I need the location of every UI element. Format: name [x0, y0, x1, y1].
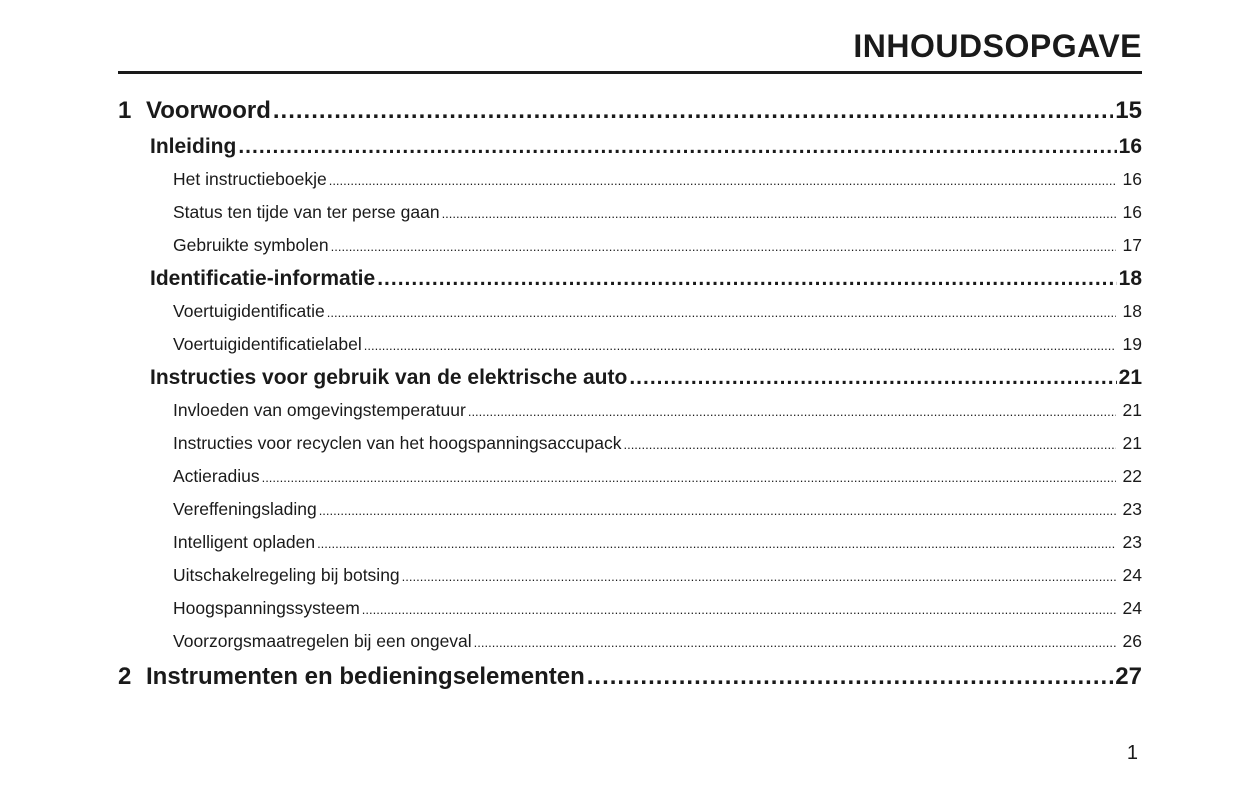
- page-ref: 24: [1122, 565, 1142, 585]
- toc-item[interactable]: [118, 328, 1142, 361]
- dot-leader: [327, 296, 1116, 328]
- item-title: Gebruikte symbolen: [173, 235, 329, 255]
- toc-item[interactable]: [118, 196, 1142, 229]
- dot-leader: [442, 197, 1116, 229]
- toc-item[interactable]: [118, 394, 1142, 427]
- page-ref: 21: [1118, 366, 1142, 389]
- dot-leader: [317, 527, 1116, 559]
- toc-section-identificatie[interactable]: [118, 262, 1142, 295]
- dot-leader: [587, 658, 1114, 696]
- toc-item[interactable]: [118, 493, 1142, 526]
- item-title: Uitschakelregeling bij botsing: [173, 565, 400, 585]
- dot-leader: [329, 164, 1116, 196]
- dot-leader: [262, 461, 1116, 493]
- dot-leader: [474, 626, 1116, 658]
- title-divider: [118, 71, 1142, 74]
- dot-leader: [402, 560, 1116, 592]
- page-ref: 18: [1122, 301, 1142, 321]
- page-number: 1: [1126, 742, 1138, 764]
- page-ref: 26: [1122, 631, 1142, 651]
- toc-item[interactable]: [118, 229, 1142, 262]
- toc-section-inleiding[interactable]: [118, 130, 1142, 163]
- dot-leader: [273, 92, 1113, 130]
- item-title: Voertuigidentificatielabel: [173, 334, 362, 354]
- dot-leader: [331, 230, 1116, 262]
- page-ref: 27: [1115, 663, 1142, 690]
- toc-item[interactable]: [118, 625, 1142, 658]
- item-title: Hoogspanningssysteem: [173, 598, 360, 618]
- toc-chapter-2[interactable]: [118, 658, 1142, 696]
- chapter-title: Voorwoord: [146, 97, 271, 124]
- item-title: Het instructieboekje: [173, 169, 327, 189]
- dot-leader: [623, 428, 1116, 460]
- toc-item[interactable]: [118, 559, 1142, 592]
- dot-leader: [238, 130, 1116, 163]
- toc-item[interactable]: [118, 460, 1142, 493]
- toc-item[interactable]: [118, 427, 1142, 460]
- toc-item[interactable]: [118, 592, 1142, 625]
- page-ref: 21: [1122, 433, 1142, 453]
- item-title: Voertuigidentificatie: [173, 301, 325, 321]
- toc-section-instructies[interactable]: [118, 361, 1142, 394]
- page-ref: 16: [1122, 169, 1142, 189]
- section-title: Identificatie-informatie: [150, 267, 376, 290]
- toc-item[interactable]: [118, 295, 1142, 328]
- dot-leader: [362, 593, 1116, 625]
- item-title: Vereffeningslading: [173, 499, 317, 519]
- page-ref: 19: [1122, 334, 1142, 354]
- page-ref: 21: [1122, 400, 1142, 420]
- page-ref: 23: [1122, 532, 1142, 552]
- dot-leader: [468, 395, 1116, 427]
- page-ref: 17: [1122, 235, 1142, 255]
- item-title: Instructies voor recyclen van het hoogspanningsaccupack: [173, 433, 622, 453]
- item-title: Invloeden van omgevingstemperatuur: [173, 400, 466, 420]
- chapter-number: 2: [118, 663, 132, 690]
- dot-leader: [319, 494, 1116, 526]
- item-title: Intelligent opladen: [173, 532, 316, 552]
- toc-item[interactable]: [118, 163, 1142, 196]
- section-title: Instructies voor gebruik van de elektrische auto: [150, 366, 628, 389]
- page-ref: 22: [1122, 466, 1142, 486]
- page-ref: 18: [1118, 267, 1142, 290]
- page-title: INHOUDSOPGAVE: [853, 28, 1142, 64]
- page-ref: 24: [1122, 598, 1142, 618]
- chapter-title: Instrumenten en bedieningselementen: [146, 663, 585, 690]
- table-of-contents: [118, 92, 1142, 696]
- section-title: Inleiding: [150, 135, 237, 158]
- page-ref: 16: [1118, 135, 1142, 158]
- dot-leader: [377, 262, 1116, 295]
- item-title: Actieradius: [173, 466, 260, 486]
- item-title: Status ten tijde van ter perse gaan: [173, 202, 440, 222]
- page-ref: 16: [1122, 202, 1142, 222]
- item-title: Voorzorgsmaatregelen bij een ongeval: [173, 631, 472, 651]
- toc-chapter-1[interactable]: [118, 92, 1142, 130]
- dot-leader: [364, 329, 1116, 361]
- page-ref: 23: [1122, 499, 1142, 519]
- dot-leader: [629, 361, 1116, 394]
- toc-item[interactable]: [118, 526, 1142, 559]
- chapter-number: 1: [118, 97, 132, 124]
- page-ref: 15: [1115, 97, 1142, 124]
